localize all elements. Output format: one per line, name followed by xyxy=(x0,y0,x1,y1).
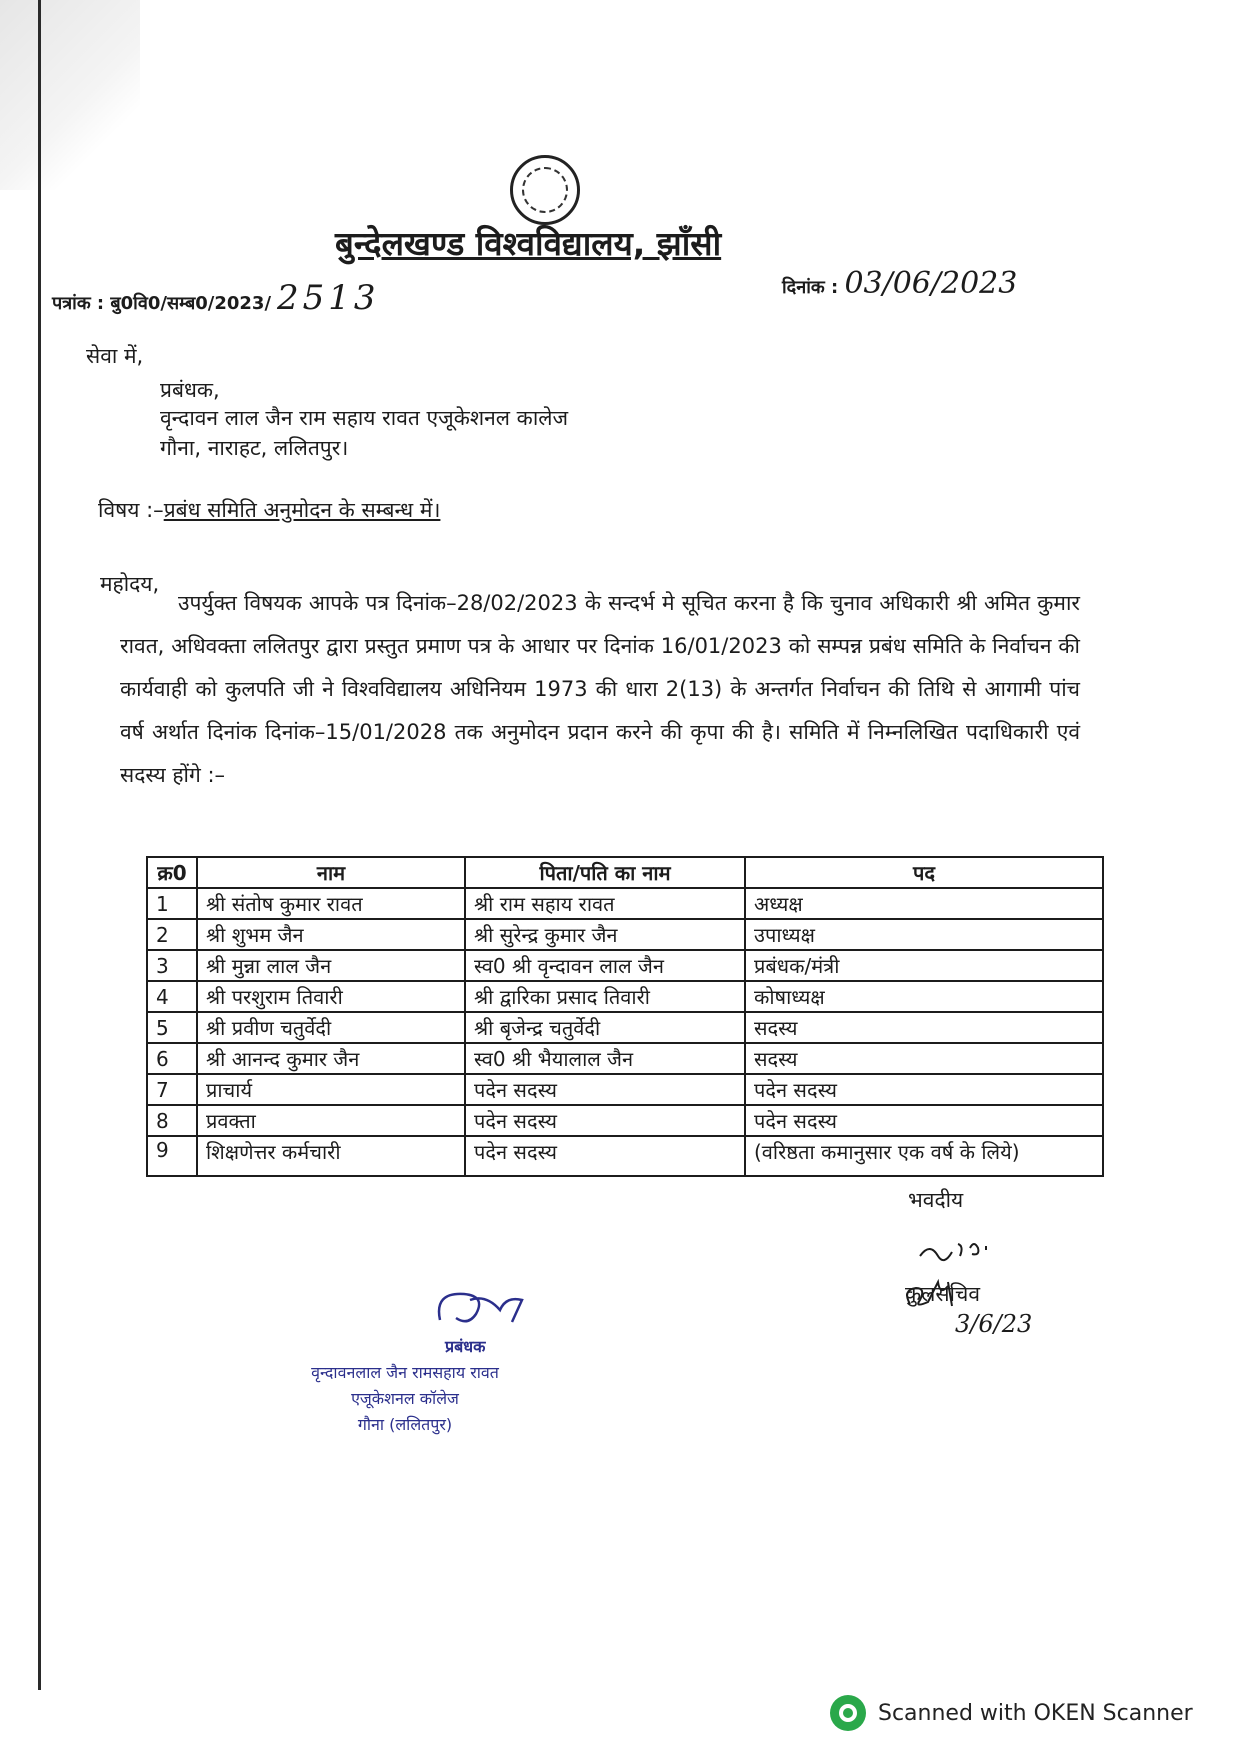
addressee-line-1: प्रबंधक, xyxy=(160,378,220,402)
cell-designation: प्रबंधक/मंत्री xyxy=(745,950,1103,981)
cell-designation: उपाध्यक्ष xyxy=(745,919,1103,950)
cell-serial: 5 xyxy=(147,1012,197,1043)
scanner-watermark-text: Scanned with OKEN Scanner xyxy=(878,1700,1193,1726)
addressee-line-2: वृन्दावन लाल जैन राम सहाय रावत एजूकेशनल कालेज xyxy=(160,406,569,430)
scanner-watermark xyxy=(830,1695,1193,1731)
scan-corner-shadow xyxy=(0,0,140,190)
cell-serial: 3 xyxy=(147,950,197,981)
table-row xyxy=(147,1012,1103,1043)
col-serial: क्र0 xyxy=(147,857,197,888)
cell-serial: 6 xyxy=(147,1043,197,1074)
table-row xyxy=(147,1105,1103,1136)
date-value: 03/06/2023 xyxy=(844,266,1018,301)
reference-handwritten-number: 2513 xyxy=(277,278,380,318)
greeting: महोदय, xyxy=(100,572,160,596)
table-row xyxy=(147,1136,1103,1176)
cell-designation: सदस्य xyxy=(745,1043,1103,1074)
table-row xyxy=(147,981,1103,1012)
cell-name: प्राचार्य xyxy=(197,1074,465,1105)
cell-father-name: पदेन सदस्य xyxy=(465,1105,745,1136)
cell-serial: 4 xyxy=(147,981,197,1012)
cell-designation: (वरिष्ठता कमानुसार एक वर्ष के लिये) xyxy=(745,1136,1103,1176)
stamp-line-2: एजूकेशनल कॉलेज xyxy=(351,1389,459,1408)
cell-serial: 7 xyxy=(147,1074,197,1105)
stamp-line-1: वृन्दावनलाल जैन रामसहाय रावत xyxy=(311,1363,499,1382)
table-row xyxy=(147,950,1103,981)
addressee-line-3: गौना, नाराहट, ललितपुर। xyxy=(160,436,349,460)
col-designation: पद xyxy=(745,857,1103,888)
committee-members-table xyxy=(146,856,1104,1177)
subject-label: विषय :– xyxy=(98,498,164,522)
registrar-designation: कुलसचिव xyxy=(905,1282,981,1306)
letter-date xyxy=(782,266,1017,301)
table-row xyxy=(147,888,1103,919)
reference-number xyxy=(52,278,380,318)
cell-father-name: स्व0 श्री वृन्दावन लाल जैन xyxy=(465,950,745,981)
table-row xyxy=(147,919,1103,950)
cell-name: श्री प्रवीण चतुर्वेदी xyxy=(197,1012,465,1043)
oken-scanner-logo-icon xyxy=(830,1695,866,1731)
subject-line xyxy=(98,496,440,524)
cell-father-name: श्री सुरेन्द्र कुमार जैन xyxy=(465,919,745,950)
table-row xyxy=(147,1074,1103,1105)
table-row xyxy=(147,1043,1103,1074)
table-header-row xyxy=(147,857,1103,888)
subject-text: प्रबंध समिति अनुमोदन के सम्बन्ध में। xyxy=(163,498,441,522)
cell-designation: पदेन सदस्य xyxy=(745,1074,1103,1105)
cell-father-name: स्व0 श्री भैयालाल जैन xyxy=(465,1043,745,1074)
university-seal-icon xyxy=(510,155,580,225)
col-father-name: पिता/पति का नाम xyxy=(465,857,745,888)
cell-name: प्रवक्ता xyxy=(197,1105,465,1136)
cell-name: श्री परशुराम तिवारी xyxy=(197,981,465,1012)
scan-page-edge xyxy=(38,0,41,1690)
salutation-to: सेवा में, xyxy=(86,344,144,368)
cell-name: श्री मुन्ना लाल जैन xyxy=(197,950,465,981)
date-label: दिनांक : xyxy=(782,277,845,298)
body-paragraph xyxy=(120,582,1080,797)
cell-serial: 8 xyxy=(147,1105,197,1136)
stamp-designation: प्रबंधक xyxy=(445,1337,486,1356)
cell-serial: 1 xyxy=(147,888,197,919)
college-stamp xyxy=(255,1334,555,1438)
col-name: नाम xyxy=(197,857,465,888)
reference-label: पत्रांक : बु0वि0/सम्ब0/2023/ xyxy=(52,293,272,314)
cell-father-name: पदेन सदस्य xyxy=(465,1074,745,1105)
stamp-line-3: गौना (ललितपुर) xyxy=(357,1415,453,1434)
cell-name: श्री शुभम जैन xyxy=(197,919,465,950)
cell-serial: 9 xyxy=(147,1136,197,1176)
cell-designation: अध्यक्ष xyxy=(745,888,1103,919)
cell-name: श्री संतोष कुमार रावत xyxy=(197,888,465,919)
cell-name: श्री आनन्द कुमार जैन xyxy=(197,1043,465,1074)
cell-father-name: श्री द्वारिका प्रसाद तिवारी xyxy=(465,981,745,1012)
body-paragraph-text: उपर्युक्त विषयक आपके पत्र दिनांक–28/02/2023 के सन्दर्भ मे सूचित करना है कि चुनाव अधिकारी श्री अमित कुमार रावत, अधिवक्ता ललितपुर द्वारा प्रस्तुत प्रमाण पत्र के आधार पर दिनांक 16/01/2023 को सम्पन्न प्रबंध समिति के निर्वाचन की कार्यवाही को कुलपति जी ने विश्वविद्यालय अधिनियम 1973 की धारा 2(13) के अन्तर्गत निर्वाचन की तिथि से आगामी पांच वर्ष अर्थात दिनांक दिनांक–15/01/2028 तक अनुमोदन प्रदान करने की कृपा की है। समिति में निम्नलिखित पदाधिकारी एवं सदस्य होंगे :– xyxy=(120,591,1080,787)
cell-designation: सदस्य xyxy=(745,1012,1103,1043)
cell-serial: 2 xyxy=(147,919,197,950)
cell-father-name: श्री राम सहाय रावत xyxy=(465,888,745,919)
cell-name: शिक्षणेत्तर कर्मचारी xyxy=(197,1136,465,1176)
university-title: बुन्देलखण्ड विश्वविद्यालय, झाँसी xyxy=(335,224,722,263)
manager-signature-icon xyxy=(430,1280,550,1340)
cell-father-name: पदेन सदस्य xyxy=(465,1136,745,1176)
signature-date: 3/6/23 xyxy=(955,1310,1033,1338)
cell-designation: पदेन सदस्य xyxy=(745,1105,1103,1136)
cell-father-name: श्री बृजेन्द्र चतुर्वेदी xyxy=(465,1012,745,1043)
cell-designation: कोषाध्यक्ष xyxy=(745,981,1103,1012)
closing-yours: भवदीय xyxy=(908,1188,964,1212)
